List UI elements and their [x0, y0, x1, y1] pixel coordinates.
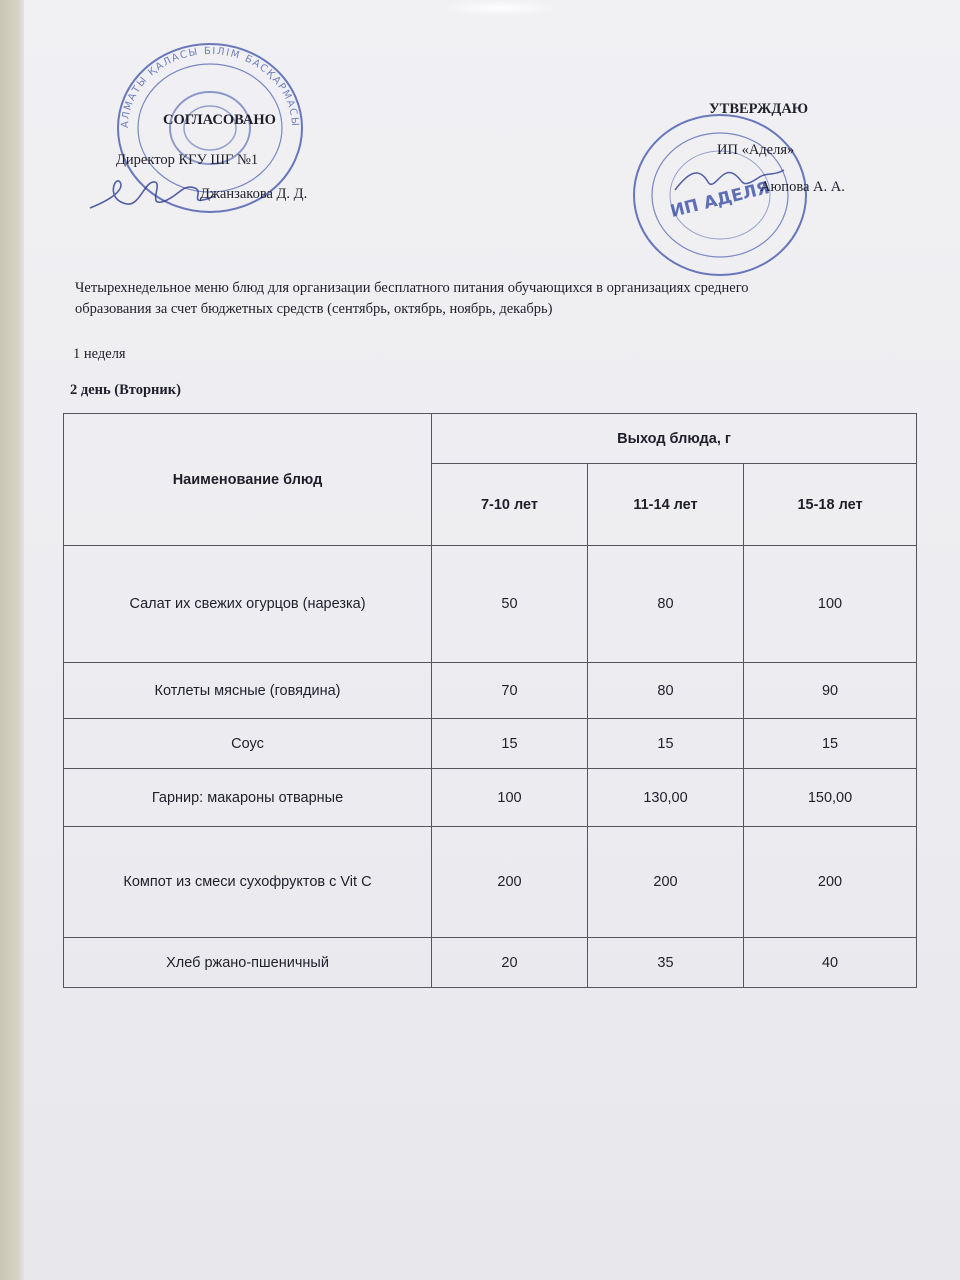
dish-name: Котлеты мясные (говядина): [64, 663, 432, 719]
confirm-heading: УТВЕРЖДАЮ: [709, 101, 809, 117]
portion-15-18: 90: [744, 663, 917, 719]
portion-7-10: 20: [432, 938, 588, 988]
day-label: 2 день (Вторник): [70, 382, 181, 398]
header-dish-name: Наименование блюд: [64, 414, 432, 546]
dish-name: Компот из смеси сухофруктов с Vit C: [64, 827, 432, 938]
header-age-11-14: 11-14 лет: [588, 464, 744, 546]
portion-11-14: 200: [588, 827, 744, 938]
portion-7-10: 70: [432, 663, 588, 719]
portion-7-10: 15: [432, 719, 588, 769]
table-row: [64, 827, 917, 938]
header-age-7-10: 7-10 лет: [432, 464, 588, 546]
portion-11-14: 80: [588, 546, 744, 663]
table-row: [64, 663, 917, 719]
portion-15-18: 40: [744, 938, 917, 988]
stamp-right-text: ИП АДЕЛЯ: [668, 178, 772, 222]
confirm-company: ИП «Аделя»: [717, 142, 795, 158]
table-row: [64, 546, 917, 663]
portion-15-18: 150,00: [744, 769, 917, 827]
portion-11-14: 80: [588, 663, 744, 719]
portion-11-14: 15: [588, 719, 744, 769]
document-title-line2: образования за счет бюджетных средств (сентябрь, октябрь, ноябрь, декабрь): [75, 301, 553, 317]
week-label: 1 неделя: [73, 346, 126, 362]
light-glare: [440, 0, 560, 16]
menu-table: [63, 413, 917, 988]
table-row: [64, 769, 917, 827]
header-output: Выход блюда, г: [432, 414, 917, 464]
document-title-line1: Четырехнедельное меню блюд для организации бесплатного питания обучающихся в организациях среднего: [75, 280, 749, 296]
approved-position: Директор КГУ ШГ №1: [116, 152, 259, 168]
portion-11-14: 35: [588, 938, 744, 988]
stamp-left-text: АЛМАТЫ ҚАЛАСЫ БІЛІМ БАСҚАРМАСЫ: [119, 45, 301, 129]
dish-name: Соус: [64, 719, 432, 769]
portion-7-10: 200: [432, 827, 588, 938]
dish-name: Хлеб ржано-пшеничный: [64, 938, 432, 988]
table-row: [64, 719, 917, 769]
approved-name: Джанзакова Д. Д.: [200, 186, 308, 202]
portion-7-10: 100: [432, 769, 588, 827]
dish-name: Салат их свежих огурцов (нарезка): [64, 546, 432, 663]
portion-15-18: 200: [744, 827, 917, 938]
header-age-15-18: 15-18 лет: [744, 464, 917, 546]
table-row: [64, 938, 917, 988]
portion-11-14: 130,00: [588, 769, 744, 827]
portion-15-18: 15: [744, 719, 917, 769]
portion-7-10: 50: [432, 546, 588, 663]
confirm-name: Аюпова А. А.: [760, 179, 845, 195]
dish-name: Гарнир: макароны отварные: [64, 769, 432, 827]
approved-heading: СОГЛАСОВАНО: [163, 112, 276, 128]
table-header-row: [64, 414, 917, 464]
portion-15-18: 100: [744, 546, 917, 663]
